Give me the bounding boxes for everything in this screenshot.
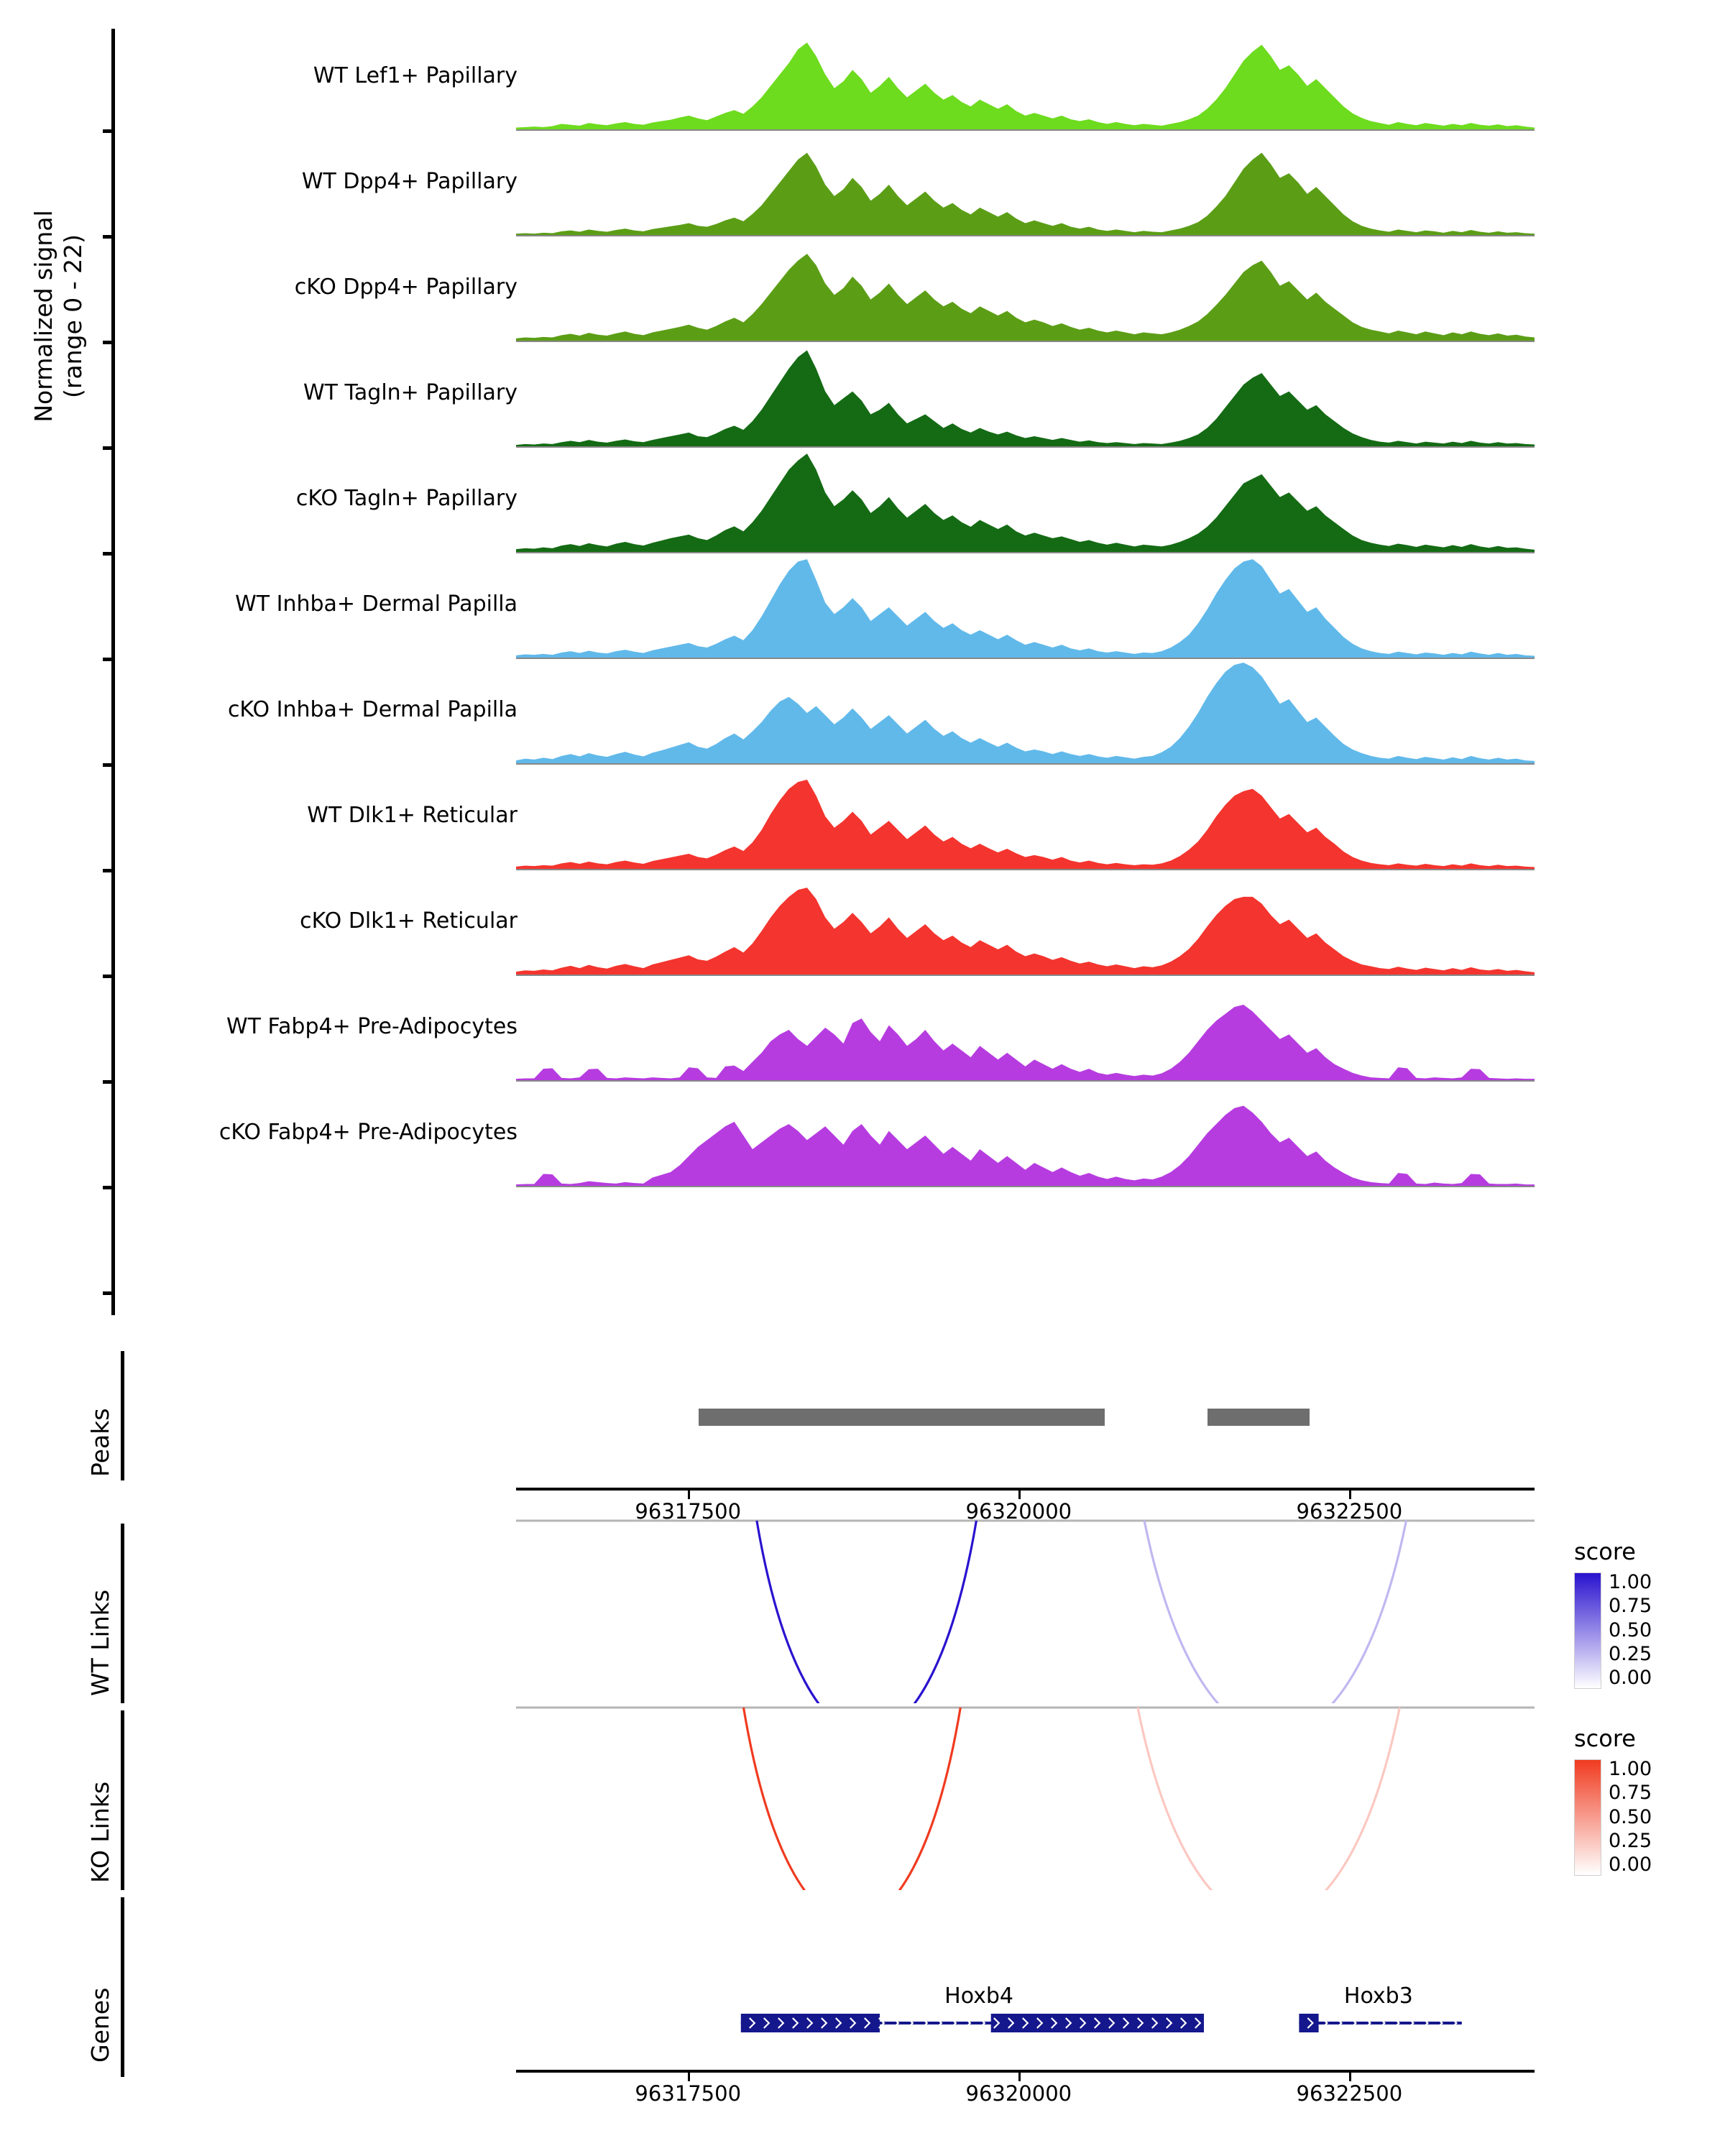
genes-spine <box>121 1897 124 2077</box>
legend-tick-label: 0.50 <box>1609 1805 1652 1828</box>
x-axis-tick-label: 96322500 <box>1296 1499 1403 1524</box>
wt-legend-ticks <box>1609 1572 1652 1687</box>
legend-tick-label: 0.25 <box>1609 1829 1652 1852</box>
ko-links-label: KO Links <box>86 1781 114 1883</box>
x-axis-tick-label: 96320000 <box>965 2081 1072 2106</box>
x-axis-tick-label: 96317500 <box>635 2081 742 2106</box>
legend-tick-label: 0.75 <box>1609 1595 1652 1618</box>
coverage-track <box>516 663 1535 763</box>
x-axis-tick <box>1349 1491 1351 1499</box>
coverage-spine-tick <box>103 1080 115 1084</box>
genes-label: Genes <box>86 1987 114 2063</box>
genes-plot <box>516 1890 1535 2070</box>
genes-x-axis-line <box>516 2070 1535 2073</box>
legend-tick-label: 1.00 <box>1609 1758 1652 1780</box>
x-axis-tick-label: 96322500 <box>1296 2081 1403 2106</box>
ko-legend-title: score <box>1574 1725 1636 1752</box>
track-baseline <box>516 552 1535 553</box>
track-baseline <box>516 869 1535 870</box>
track-baseline <box>516 1080 1535 1082</box>
wt-links-plot <box>516 1516 1535 1703</box>
coverage-spine-tick <box>103 235 115 239</box>
coverage-track <box>516 451 1535 552</box>
coverage-spine-tick <box>103 1186 115 1189</box>
x-axis-tick-label: 96320000 <box>965 1499 1072 1524</box>
legend-tick-label: 0.00 <box>1609 1853 1652 1876</box>
x-axis-tick <box>688 1491 690 1499</box>
wt-legend-title: score <box>1574 1538 1636 1565</box>
coverage-track <box>516 557 1535 658</box>
x-axis-tick <box>1018 2073 1021 2081</box>
track-label: cKO Tagln+ Papillary <box>295 486 518 511</box>
track-baseline <box>516 341 1535 342</box>
wt-links-label: WT Links <box>86 1589 114 1696</box>
wt-links-legend <box>1574 1538 1652 1689</box>
track-label: WT Dlk1+ Reticular <box>307 803 518 828</box>
coverage-spine-tick <box>103 446 115 450</box>
peak-region <box>1208 1409 1310 1426</box>
gene-name: Hoxb3 <box>1343 1984 1413 2009</box>
coverage-spine-tick <box>103 341 115 344</box>
x-axis-tick-label: 96317500 <box>635 1499 742 1524</box>
track-baseline <box>516 658 1535 659</box>
peaks-x-axis-line <box>516 1488 1535 1491</box>
x-axis-tick <box>688 2073 690 2081</box>
x-axis-tick <box>1018 1491 1021 1499</box>
coverage-track <box>516 346 1535 446</box>
coverage-spine-tick <box>103 869 115 872</box>
ko-links-spine <box>121 1710 124 1890</box>
track-label: cKO Fabp4+ Pre-Adipocytes <box>218 1120 518 1145</box>
ko-legend-ticks <box>1609 1759 1652 1874</box>
track-baseline <box>516 975 1535 976</box>
coverage-spine-tick <box>103 552 115 556</box>
gene-name: Hoxb4 <box>944 1984 1014 2009</box>
coverage-spine-tick <box>103 975 115 978</box>
y-axis-title-line1: Normalized signal <box>29 210 58 423</box>
track-baseline <box>516 1186 1535 1187</box>
wt-links-spine <box>121 1524 124 1703</box>
y-axis-title-line2: (range 0 - 22) <box>59 234 88 399</box>
wt-legend-colorbar <box>1574 1572 1601 1689</box>
coverage-track <box>516 240 1535 341</box>
x-axis-tick <box>1349 2073 1351 2081</box>
ko-links-plot <box>516 1703 1535 1890</box>
coverage-track <box>516 134 1535 235</box>
track-baseline <box>516 446 1535 448</box>
coverage-track <box>516 29 1535 129</box>
peaks-spine <box>121 1351 124 1480</box>
coverage-spine-tick <box>103 1291 115 1295</box>
track-label: WT Inhba+ Dermal Papilla <box>235 591 518 617</box>
track-label: WT Lef1+ Papillary <box>313 63 518 88</box>
track-baseline <box>516 129 1535 131</box>
legend-tick-label: 0.50 <box>1609 1618 1652 1641</box>
wt-links-panel <box>0 1516 1725 1710</box>
peaks-plot <box>516 1344 1535 1488</box>
ko-links-legend <box>1574 1725 1652 1876</box>
coverage-spine-tick <box>103 763 115 767</box>
track-label: WT Dpp4+ Papillary <box>301 169 518 194</box>
legend-tick-label: 0.25 <box>1609 1642 1652 1665</box>
peak-region <box>699 1409 1105 1426</box>
coverage-spine-tick <box>103 129 115 133</box>
track-baseline <box>516 763 1535 765</box>
legend-tick-label: 0.75 <box>1609 1782 1652 1805</box>
legend-tick-label: 0.00 <box>1609 1667 1652 1689</box>
track-label: cKO Dlk1+ Reticular <box>300 908 518 934</box>
coverage-track <box>516 768 1535 869</box>
peaks-label: Peaks <box>86 1408 114 1477</box>
track-label: WT Fabp4+ Pre-Adipocytes <box>226 1014 518 1039</box>
ko-legend-colorbar <box>1574 1759 1601 1876</box>
legend-tick-label: 1.00 <box>1609 1571 1652 1593</box>
coverage-track <box>516 1085 1535 1186</box>
genes-panel <box>0 1890 1725 2156</box>
track-label: cKO Inhba+ Dermal Papilla <box>227 697 518 722</box>
coverage-track <box>516 980 1535 1080</box>
track-label: cKO Dpp4+ Papillary <box>294 275 518 300</box>
peaks-panel <box>0 1344 1725 1524</box>
coverage-spine-tick <box>103 658 115 661</box>
ko-links-panel <box>0 1703 1725 1897</box>
track-baseline <box>516 235 1535 236</box>
track-label: WT Tagln+ Papillary <box>303 380 518 405</box>
coverage-track <box>516 874 1535 975</box>
